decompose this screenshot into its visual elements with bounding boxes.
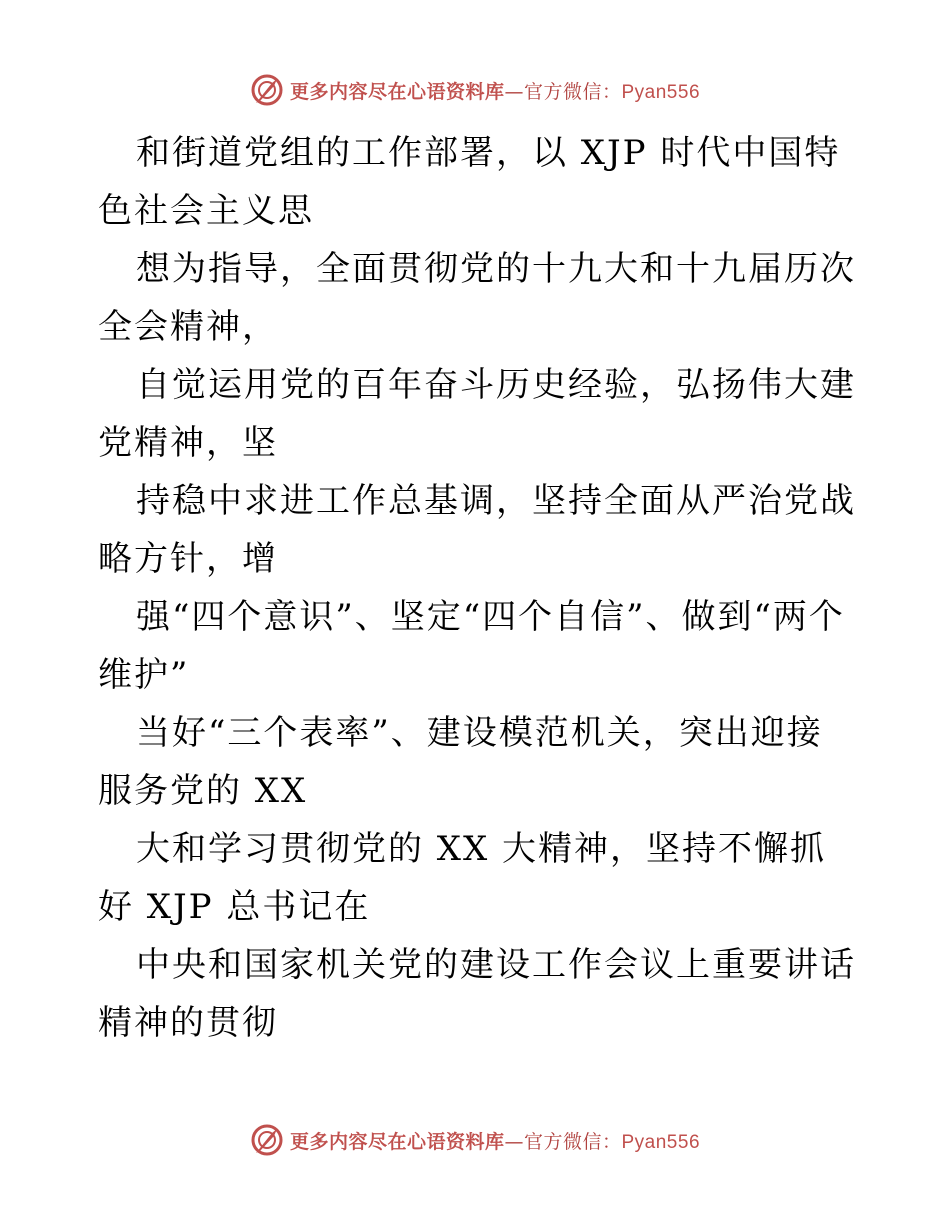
footer-wechat-handle: Pyan556: [621, 1131, 701, 1153]
header-brand: 更多内容尽在心语资料库: [289, 80, 505, 103]
paragraph-line: 想为指导，全面贯彻党的十九大和十九届历次全会精神，: [98, 249, 856, 347]
paragraph-line: 当好“三个表率”、建设模范机关，突出迎接服务党的 XX: [98, 713, 823, 811]
footer-dash: —: [504, 1130, 524, 1153]
paragraph-line: 和街道党组的工作部署，以 XJP 时代中国特色社会主义思: [98, 133, 841, 231]
paragraph-line: 中央和国家机关党的建设工作会议上重要讲话精神的贯彻: [98, 945, 856, 1043]
footer-banner: [0, 1120, 950, 1160]
footer-wechat-label: 官方微信：: [523, 1130, 622, 1153]
header-wechat-label: 官方微信：: [523, 80, 622, 103]
paragraph-line: 持稳中求进工作总基调，坚持全面从严治党战略方针，增: [98, 481, 856, 579]
document-body: [98, 124, 858, 1052]
footer-brand: 更多内容尽在心语资料库: [289, 1130, 505, 1153]
paragraph-line: 大和学习贯彻党的 XX 大精神，坚持不懈抓好 XJP 总书记在: [98, 829, 827, 927]
quill-logo-icon: [250, 1123, 284, 1157]
header-banner: [0, 70, 950, 110]
quill-logo-icon: [250, 73, 284, 107]
header-wechat-handle: Pyan556: [621, 81, 701, 103]
header-dash: —: [504, 80, 524, 103]
paragraph-line: 自觉运用党的百年奋斗历史经验，弘扬伟大建党精神，坚: [98, 365, 856, 463]
header-banner-text: [290, 77, 700, 104]
footer-banner-text: [290, 1127, 700, 1154]
paragraph-line: 强“四个意识”、坚定“四个自信”、做到“两个维护”: [98, 597, 845, 695]
